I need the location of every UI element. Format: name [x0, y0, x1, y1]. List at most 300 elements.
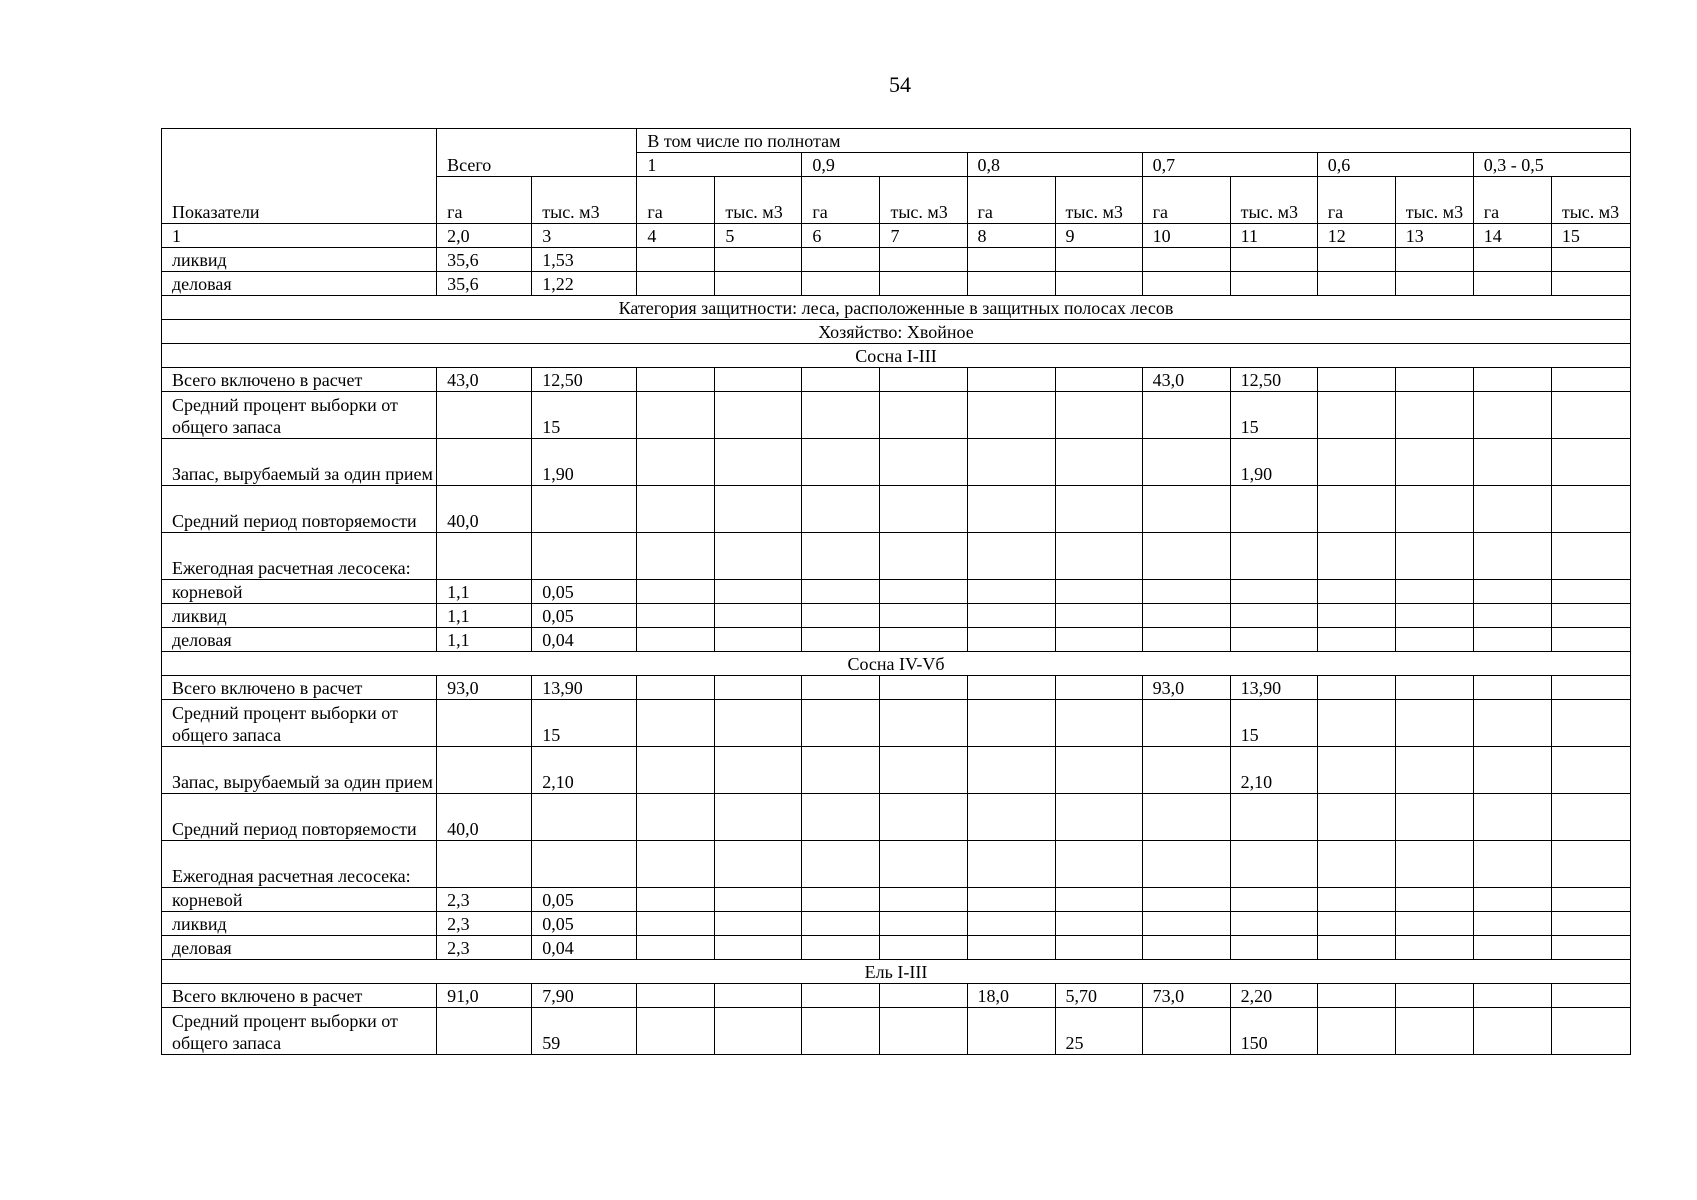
table-cell [1317, 912, 1395, 936]
header-density-0-9: 0,9 [802, 153, 967, 177]
column-number: 4 [637, 224, 715, 248]
table-cell [802, 628, 880, 652]
forest-data-table [161, 128, 1631, 1055]
table-cell: 18,0 [967, 984, 1055, 1008]
table-cell [1473, 936, 1551, 960]
table-cell [1473, 1008, 1551, 1055]
table-cell [437, 747, 532, 794]
unit-ha: га [802, 177, 880, 224]
table-cell: 2,20 [1230, 984, 1317, 1008]
table-row [162, 368, 1631, 392]
row-label: Всего включено в расчет [162, 676, 437, 700]
table-cell [880, 368, 967, 392]
table-cell: 15 [1230, 700, 1317, 747]
table-cell [1317, 486, 1395, 533]
table-cell: 15 [1230, 392, 1317, 439]
table-row [162, 272, 1631, 296]
table-cell [880, 984, 967, 1008]
table-cell [1055, 533, 1142, 580]
table-cell [1551, 747, 1630, 794]
table-row [162, 1008, 1631, 1055]
column-number: 11 [1230, 224, 1317, 248]
table-cell [1395, 272, 1473, 296]
table-cell [1473, 700, 1551, 747]
table-cell [1055, 486, 1142, 533]
table-cell [967, 604, 1055, 628]
table-cell: 0,05 [532, 580, 637, 604]
unit-ha: га [437, 177, 532, 224]
unit-ha: га [1142, 177, 1230, 224]
table-cell [1142, 628, 1230, 652]
column-number-row [162, 224, 1631, 248]
table-cell [802, 272, 880, 296]
table-cell: 2,10 [532, 747, 637, 794]
table-cell: 40,0 [437, 486, 532, 533]
table-cell [967, 888, 1055, 912]
table-cell [1395, 912, 1473, 936]
table-cell [715, 486, 802, 533]
table-cell: 12,50 [532, 368, 637, 392]
table-cell [967, 628, 1055, 652]
row-label: деловая [162, 272, 437, 296]
table-cell [1317, 533, 1395, 580]
table-cell [1395, 936, 1473, 960]
table-cell [1230, 580, 1317, 604]
table-cell: 1,90 [532, 439, 637, 486]
table-cell: 1,22 [532, 272, 637, 296]
table-cell [437, 841, 532, 888]
table-cell [967, 841, 1055, 888]
table-cell [437, 1008, 532, 1055]
table-cell [1551, 912, 1630, 936]
table-cell [637, 888, 715, 912]
table-cell [1055, 936, 1142, 960]
table-cell [1473, 533, 1551, 580]
table-cell [437, 439, 532, 486]
table-cell [1473, 794, 1551, 841]
table-cell [1473, 580, 1551, 604]
table-cell [1473, 272, 1551, 296]
row-label: ликвид [162, 248, 437, 272]
unit-m3: тыс. м3 [715, 177, 802, 224]
table-cell [715, 439, 802, 486]
section-title: Ель I-III [162, 960, 1631, 984]
table-cell [637, 841, 715, 888]
table-cell [802, 936, 880, 960]
table-cell: 0,05 [532, 604, 637, 628]
table-row [162, 912, 1631, 936]
table-cell [1142, 392, 1230, 439]
table-row [162, 604, 1631, 628]
row-label: Ежегодная расчетная лесосека: [162, 841, 437, 888]
table-cell: 0,05 [532, 912, 637, 936]
table-cell [1551, 628, 1630, 652]
header-density-0-8: 0,8 [967, 153, 1142, 177]
table-cell [1055, 368, 1142, 392]
table-cell [1142, 439, 1230, 486]
table-cell [967, 486, 1055, 533]
table-cell [1551, 486, 1630, 533]
table-row [162, 841, 1631, 888]
table-cell: 73,0 [1142, 984, 1230, 1008]
table-cell [1395, 439, 1473, 486]
table-cell [967, 747, 1055, 794]
table-cell [802, 580, 880, 604]
table-cell [967, 936, 1055, 960]
table-cell [802, 533, 880, 580]
table-cell [880, 604, 967, 628]
table-cell [637, 604, 715, 628]
row-label: ликвид [162, 912, 437, 936]
table-cell [1317, 628, 1395, 652]
table-cell [715, 392, 802, 439]
unit-ha: га [637, 177, 715, 224]
table-cell [1142, 841, 1230, 888]
table-cell [1317, 604, 1395, 628]
table-cell [967, 1008, 1055, 1055]
table-cell [1473, 486, 1551, 533]
table-cell [802, 984, 880, 1008]
table-cell [637, 628, 715, 652]
row-label: Запас, вырубаемый за один прием [162, 439, 437, 486]
table-cell [1230, 936, 1317, 960]
table-cell: 13,90 [1230, 676, 1317, 700]
table-cell [802, 700, 880, 747]
table-cell [1230, 486, 1317, 533]
row-label: Всего включено в расчет [162, 984, 437, 1008]
table-cell [880, 272, 967, 296]
table-cell [880, 1008, 967, 1055]
column-number: 1 [162, 224, 437, 248]
section-title: Хозяйство: Хвойное [162, 320, 1631, 344]
table-row [162, 794, 1631, 841]
table-cell [1473, 248, 1551, 272]
table-cell [1395, 676, 1473, 700]
header-indicators: Показатели [162, 129, 437, 224]
table-cell: 7,90 [532, 984, 637, 1008]
table-cell [1230, 628, 1317, 652]
table-cell [715, 1008, 802, 1055]
table-cell [967, 533, 1055, 580]
table-cell [967, 676, 1055, 700]
table-cell [637, 936, 715, 960]
table-cell: 1,1 [437, 580, 532, 604]
table-cell [967, 368, 1055, 392]
table-cell [1055, 912, 1142, 936]
header-density-0-3-0-5: 0,3 - 0,5 [1473, 153, 1630, 177]
table-cell [1473, 984, 1551, 1008]
table-cell [880, 486, 967, 533]
table-cell [1317, 1008, 1395, 1055]
table-cell [967, 272, 1055, 296]
row-label: корневой [162, 888, 437, 912]
table-cell [1055, 628, 1142, 652]
header-including: В том числе по полнотам [637, 129, 1631, 153]
table-cell: 5,70 [1055, 984, 1142, 1008]
table-cell: 93,0 [437, 676, 532, 700]
table-cell [1551, 1008, 1630, 1055]
table-cell [880, 248, 967, 272]
table-cell: 59 [532, 1008, 637, 1055]
table-cell [637, 580, 715, 604]
table-cell [1395, 1008, 1473, 1055]
table-row [162, 486, 1631, 533]
table-cell [1142, 248, 1230, 272]
table-cell: 2,10 [1230, 747, 1317, 794]
table-cell: 15 [532, 392, 637, 439]
unit-m3: тыс. м3 [880, 177, 967, 224]
table-cell: 2,3 [437, 936, 532, 960]
table-cell [637, 912, 715, 936]
unit-ha: га [1473, 177, 1551, 224]
header-density-0-6: 0,6 [1317, 153, 1473, 177]
table-row [162, 984, 1631, 1008]
table-cell [437, 700, 532, 747]
table-cell [1317, 676, 1395, 700]
row-label: Ежегодная расчетная лесосека: [162, 533, 437, 580]
table-cell [1142, 604, 1230, 628]
table-cell [967, 580, 1055, 604]
section-title: Категория защитности: леса, расположенные в защитных полосах лесов [162, 296, 1631, 320]
table-cell [715, 841, 802, 888]
table-cell [637, 676, 715, 700]
table-cell [637, 439, 715, 486]
table-cell [1055, 248, 1142, 272]
table-cell [715, 747, 802, 794]
table-cell [1230, 794, 1317, 841]
unit-ha: га [967, 177, 1055, 224]
table-cell [1055, 888, 1142, 912]
table-cell [1317, 984, 1395, 1008]
table-cell [1395, 984, 1473, 1008]
table-cell [1142, 580, 1230, 604]
table-cell [880, 676, 967, 700]
table-cell [715, 604, 802, 628]
table-cell: 150 [1230, 1008, 1317, 1055]
table-cell [880, 439, 967, 486]
table-row [162, 628, 1631, 652]
table-cell [1473, 747, 1551, 794]
table-cell [1395, 794, 1473, 841]
table-cell [1230, 272, 1317, 296]
table-cell [1551, 841, 1630, 888]
table-cell [802, 888, 880, 912]
table-cell [1142, 912, 1230, 936]
table-row [162, 888, 1631, 912]
table-cell [637, 1008, 715, 1055]
row-label: корневой [162, 580, 437, 604]
table-cell [637, 272, 715, 296]
table-cell [802, 794, 880, 841]
table-cell [1473, 888, 1551, 912]
unit-m3-wrapped: тыс. м3 [1551, 177, 1630, 224]
table-cell: 12,50 [1230, 368, 1317, 392]
table-cell [1551, 392, 1630, 439]
table-cell: 35,6 [437, 248, 532, 272]
table-row [162, 248, 1631, 272]
table-cell [880, 841, 967, 888]
table-cell [1055, 700, 1142, 747]
table-cell [715, 272, 802, 296]
table-cell [1230, 604, 1317, 628]
section-row [162, 652, 1631, 676]
table-cell [967, 248, 1055, 272]
table-row [162, 580, 1631, 604]
table-cell [637, 700, 715, 747]
row-label: Средний процент выборки от общего запаса [162, 392, 437, 439]
table-cell [802, 248, 880, 272]
table-cell [1317, 248, 1395, 272]
table-cell [1551, 439, 1630, 486]
table-cell [1473, 676, 1551, 700]
table-cell [880, 628, 967, 652]
table-cell [1473, 392, 1551, 439]
table-cell [880, 747, 967, 794]
table-row [162, 392, 1631, 439]
section-title: Сосна IV-Vб [162, 652, 1631, 676]
column-number: 12 [1317, 224, 1395, 248]
table-cell [880, 936, 967, 960]
table-cell: 1,53 [532, 248, 637, 272]
table-cell [1055, 676, 1142, 700]
table-cell [637, 248, 715, 272]
table-cell [1473, 912, 1551, 936]
row-label: деловая [162, 936, 437, 960]
table-cell: 1,90 [1230, 439, 1317, 486]
row-label: Всего включено в расчет [162, 368, 437, 392]
header-total: Всего [437, 129, 637, 177]
table-cell [715, 628, 802, 652]
table-cell [715, 984, 802, 1008]
table-cell: 91,0 [437, 984, 532, 1008]
column-number: 10 [1142, 224, 1230, 248]
row-label: Средний период повторяемости [162, 486, 437, 533]
column-number: 6 [802, 224, 880, 248]
table-cell: 0,04 [532, 628, 637, 652]
table-row [162, 700, 1631, 747]
table-cell [880, 580, 967, 604]
table-cell [802, 747, 880, 794]
table-cell [1473, 841, 1551, 888]
table-cell: 43,0 [1142, 368, 1230, 392]
table-cell [1317, 888, 1395, 912]
table-cell [715, 888, 802, 912]
table-cell [1317, 580, 1395, 604]
column-number: 15 [1551, 224, 1630, 248]
column-number: 14 [1473, 224, 1551, 248]
table-cell [1473, 604, 1551, 628]
column-number: 5 [715, 224, 802, 248]
column-number: 2,0 [437, 224, 532, 248]
table-cell: 15 [532, 700, 637, 747]
table-cell [880, 533, 967, 580]
table-cell [802, 439, 880, 486]
table-cell [1230, 533, 1317, 580]
table-cell [715, 368, 802, 392]
table-cell [1395, 888, 1473, 912]
table-cell [1551, 248, 1630, 272]
table-cell [1551, 794, 1630, 841]
table-row [162, 936, 1631, 960]
column-number: 13 [1395, 224, 1473, 248]
table-row [162, 676, 1631, 700]
table-cell [1142, 700, 1230, 747]
page-number: 54 [889, 72, 911, 97]
table-cell [1395, 580, 1473, 604]
table-cell [1473, 439, 1551, 486]
header-density-1: 1 [637, 153, 802, 177]
table-cell [1317, 272, 1395, 296]
table-cell [1395, 841, 1473, 888]
table-cell [802, 604, 880, 628]
table-cell [715, 248, 802, 272]
table-cell [532, 794, 637, 841]
table-cell [637, 368, 715, 392]
table-cell [1230, 888, 1317, 912]
table-cell [1551, 580, 1630, 604]
table-cell [1317, 794, 1395, 841]
table-cell [637, 533, 715, 580]
table-cell [715, 533, 802, 580]
table-cell [1055, 747, 1142, 794]
table-cell [967, 392, 1055, 439]
unit-m3: тыс. м3 [532, 177, 637, 224]
table-cell [1142, 1008, 1230, 1055]
table-cell [715, 700, 802, 747]
table-cell: 0,05 [532, 888, 637, 912]
table-cell [1055, 794, 1142, 841]
table-cell: 2,3 [437, 888, 532, 912]
table-row [162, 747, 1631, 794]
table-cell: 40,0 [437, 794, 532, 841]
table-cell [1055, 392, 1142, 439]
table-cell [1142, 486, 1230, 533]
table-cell [1551, 676, 1630, 700]
section-row [162, 320, 1631, 344]
column-number: 7 [880, 224, 967, 248]
table-cell [715, 580, 802, 604]
table-row [162, 439, 1631, 486]
table-cell [1395, 533, 1473, 580]
table-cell: 13,90 [532, 676, 637, 700]
table-cell [880, 794, 967, 841]
section-row [162, 344, 1631, 368]
unit-ha: га [1317, 177, 1395, 224]
table-cell [1317, 368, 1395, 392]
table-cell [1551, 368, 1630, 392]
table-cell [967, 439, 1055, 486]
unit-m3: тыс. м3 [1055, 177, 1142, 224]
column-number: 9 [1055, 224, 1142, 248]
table-cell [437, 392, 532, 439]
table-cell [1395, 604, 1473, 628]
table-cell: 1,1 [437, 604, 532, 628]
table-cell [967, 700, 1055, 747]
table-cell [1142, 888, 1230, 912]
row-label: Запас, вырубаемый за один прием [162, 747, 437, 794]
table-cell [1142, 747, 1230, 794]
table-cell [967, 794, 1055, 841]
table-cell [1551, 272, 1630, 296]
table-cell [637, 984, 715, 1008]
section-row [162, 296, 1631, 320]
table-cell [637, 747, 715, 794]
table-cell: 25 [1055, 1008, 1142, 1055]
column-number: 3 [532, 224, 637, 248]
table-cell [880, 912, 967, 936]
table-cell [802, 676, 880, 700]
table-cell [1230, 248, 1317, 272]
